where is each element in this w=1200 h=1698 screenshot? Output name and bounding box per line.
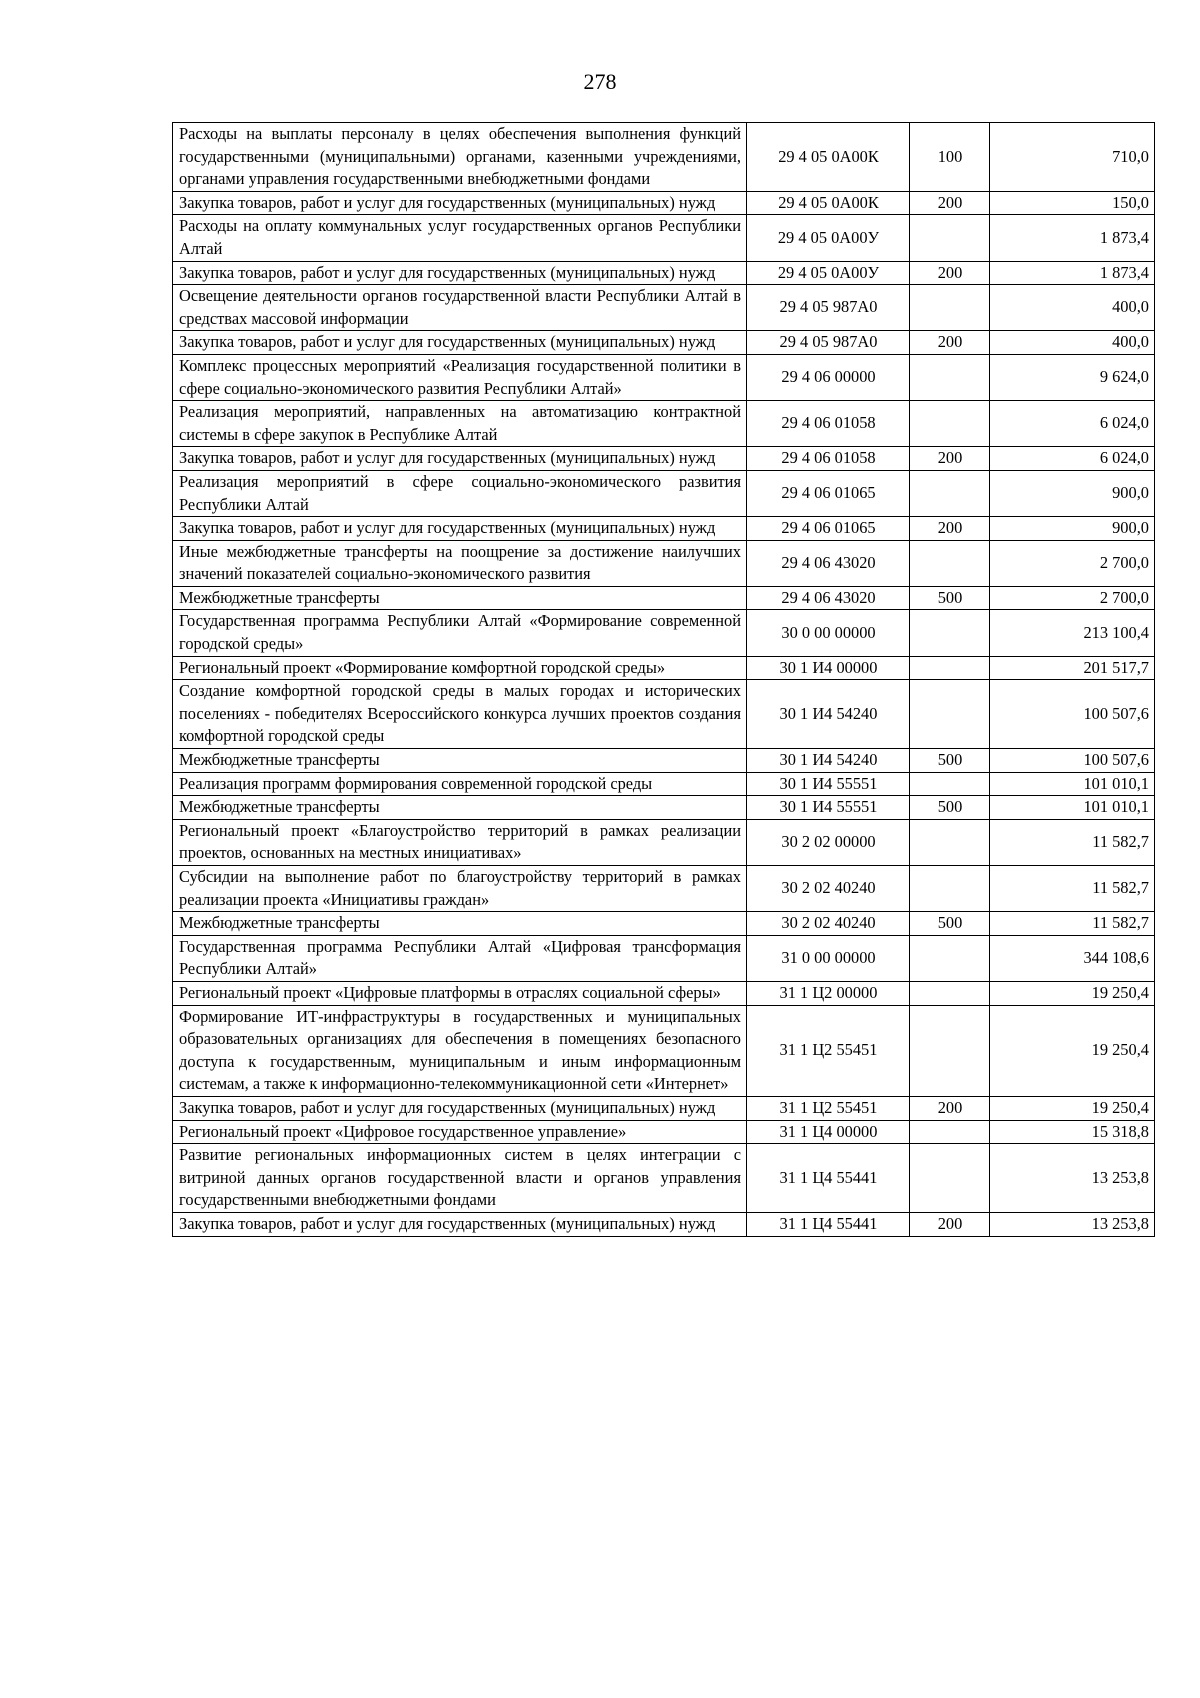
expense-type-code-cell (910, 656, 990, 680)
table-row (173, 331, 1155, 355)
table-row (173, 401, 1155, 447)
amount-cell: 101 010,1 (990, 772, 1155, 796)
target-article-code-cell: 29 4 05 0А00У (747, 215, 910, 261)
amount-cell: 2 700,0 (990, 540, 1155, 586)
expense-name-cell: Освещение деятельности органов государственной власти Республики Алтай в средствах массовой информации (173, 285, 747, 331)
target-article-code-cell: 30 2 02 40240 (747, 866, 910, 912)
target-article-code-cell: 30 1 И4 55551 (747, 796, 910, 820)
amount-cell: 1 873,4 (990, 215, 1155, 261)
page-number: 278 (583, 69, 617, 94)
target-article-code-cell: 31 1 Ц2 55451 (747, 1096, 910, 1120)
target-article-code-cell: 30 0 00 00000 (747, 610, 910, 656)
expense-name-cell: Расходы на оплату коммунальных услуг государственных органов Республики Алтай (173, 215, 747, 261)
expense-type-code-cell (910, 866, 990, 912)
target-article-code-cell: 31 1 Ц4 55441 (747, 1212, 910, 1236)
table-row (173, 1005, 1155, 1096)
expense-type-code-cell: 200 (910, 517, 990, 541)
expense-type-code-cell: 200 (910, 447, 990, 471)
expense-type-code-cell: 500 (910, 586, 990, 610)
target-article-code-cell: 29 4 05 0А00К (747, 191, 910, 215)
table-row (173, 215, 1155, 261)
expense-type-code-cell: 200 (910, 1096, 990, 1120)
expense-name-cell: Реализация мероприятий в сфере социально-экономического развития Республики Алтай (173, 470, 747, 516)
amount-cell: 400,0 (990, 331, 1155, 355)
expense-type-code-cell: 500 (910, 749, 990, 773)
target-article-code-cell: 30 2 02 00000 (747, 819, 910, 865)
expense-name-cell: Межбюджетные трансферты (173, 912, 747, 936)
expense-name-cell: Закупка товаров, работ и услуг для государственных (муниципальных) нужд (173, 331, 747, 355)
target-article-code-cell: 31 1 Ц2 00000 (747, 981, 910, 1005)
target-article-code-cell: 29 4 05 0А00У (747, 261, 910, 285)
expense-type-code-cell: 500 (910, 912, 990, 936)
expense-type-code-cell (910, 1144, 990, 1213)
table-row (173, 866, 1155, 912)
amount-cell: 11 582,7 (990, 866, 1155, 912)
table-row (173, 935, 1155, 981)
expense-type-code-cell (910, 401, 990, 447)
expense-type-code-cell: 200 (910, 331, 990, 355)
amount-cell: 100 507,6 (990, 680, 1155, 749)
table-row (173, 470, 1155, 516)
amount-cell: 11 582,7 (990, 912, 1155, 936)
expense-name-cell: Создание комфортной городской среды в малых городах и исторических поселениях - победителях Всероссийского конкурса лучших проектов создания комфортной городской среды (173, 680, 747, 749)
expense-name-cell: Иные межбюджетные трансферты на поощрение за достижение наилучших значений показателей социально-экономического развития (173, 540, 747, 586)
target-article-code-cell: 29 4 06 01065 (747, 470, 910, 516)
table-row (173, 354, 1155, 400)
amount-cell: 1 873,4 (990, 261, 1155, 285)
table-row (173, 680, 1155, 749)
table-row (173, 656, 1155, 680)
target-article-code-cell: 29 4 06 00000 (747, 354, 910, 400)
expense-name-cell: Формирование ИТ-инфраструктуры в государственных и муниципальных образовательных организациях для обеспечения в помещениях безопасного доступа к государственным, муниципальным и иным информационным системам, а также к информационно-телекоммуникационной сети «Интернет» (173, 1005, 747, 1096)
target-article-code-cell: 31 0 00 00000 (747, 935, 910, 981)
table-row (173, 261, 1155, 285)
table-row (173, 1144, 1155, 1213)
table-row (173, 540, 1155, 586)
expense-type-code-cell (910, 540, 990, 586)
expense-type-code-cell: 200 (910, 191, 990, 215)
expense-name-cell: Расходы на выплаты персоналу в целях обеспечения выполнения функций государственными (муниципальными) органами, казенными учреждениями, органами управления государственными внебюджетными фондами (173, 123, 747, 192)
table-row (173, 285, 1155, 331)
amount-cell: 15 318,8 (990, 1120, 1155, 1144)
expense-name-cell: Межбюджетные трансферты (173, 796, 747, 820)
expense-name-cell: Государственная программа Республики Алтай «Цифровая трансформация Республики Алтай» (173, 935, 747, 981)
table-row (173, 1120, 1155, 1144)
table-row (173, 981, 1155, 1005)
target-article-code-cell: 30 1 И4 55551 (747, 772, 910, 796)
amount-cell: 101 010,1 (990, 796, 1155, 820)
target-article-code-cell: 29 4 06 01058 (747, 447, 910, 471)
expense-type-code-cell (910, 1005, 990, 1096)
amount-cell: 900,0 (990, 517, 1155, 541)
expense-name-cell: Закупка товаров, работ и услуг для государственных (муниципальных) нужд (173, 191, 747, 215)
amount-cell: 9 624,0 (990, 354, 1155, 400)
expense-type-code-cell (910, 680, 990, 749)
amount-cell: 6 024,0 (990, 401, 1155, 447)
budget-table (172, 122, 1155, 1237)
amount-cell: 6 024,0 (990, 447, 1155, 471)
table-row (173, 1096, 1155, 1120)
target-article-code-cell: 29 4 06 43020 (747, 540, 910, 586)
expense-name-cell: Региональный проект «Цифровые платформы в отраслях социальной сферы» (173, 981, 747, 1005)
amount-cell: 900,0 (990, 470, 1155, 516)
table-row (173, 772, 1155, 796)
amount-cell: 19 250,4 (990, 981, 1155, 1005)
amount-cell: 2 700,0 (990, 586, 1155, 610)
expense-type-code-cell (910, 981, 990, 1005)
table-row (173, 796, 1155, 820)
expense-name-cell: Государственная программа Республики Алтай «Формирование современной городской среды» (173, 610, 747, 656)
amount-cell: 150,0 (990, 191, 1155, 215)
amount-cell: 100 507,6 (990, 749, 1155, 773)
expense-type-code-cell (910, 935, 990, 981)
expense-type-code-cell: 200 (910, 1212, 990, 1236)
table-row (173, 749, 1155, 773)
expense-type-code-cell (910, 285, 990, 331)
expense-name-cell: Закупка товаров, работ и услуг для государственных (муниципальных) нужд (173, 1096, 747, 1120)
table-row (173, 610, 1155, 656)
expense-name-cell: Закупка товаров, работ и услуг для государственных (муниципальных) нужд (173, 447, 747, 471)
target-article-code-cell: 29 4 06 01058 (747, 401, 910, 447)
target-article-code-cell: 31 1 Ц4 55441 (747, 1144, 910, 1213)
amount-cell: 710,0 (990, 123, 1155, 192)
expense-type-code-cell (910, 610, 990, 656)
table-row (173, 191, 1155, 215)
target-article-code-cell: 30 1 И4 54240 (747, 749, 910, 773)
target-article-code-cell: 31 1 Ц4 00000 (747, 1120, 910, 1144)
expense-name-cell: Межбюджетные трансферты (173, 749, 747, 773)
target-article-code-cell: 29 4 06 43020 (747, 586, 910, 610)
expense-name-cell: Реализация мероприятий, направленных на автоматизацию контрактной системы в сфере закупок в Республике Алтай (173, 401, 747, 447)
expense-type-code-cell (910, 354, 990, 400)
expense-type-code-cell: 200 (910, 261, 990, 285)
expense-name-cell: Развитие региональных информационных систем в целях интеграции с витриной данных органов государственной власти и органов управления государственными внебюджетными фондами (173, 1144, 747, 1213)
table-row (173, 517, 1155, 541)
table-row (173, 819, 1155, 865)
expense-type-code-cell: 500 (910, 796, 990, 820)
expense-name-cell: Комплекс процессных мероприятий «Реализация государственной политики в сфере социально-экономического развития Республики Алтай» (173, 354, 747, 400)
target-article-code-cell: 30 2 02 40240 (747, 912, 910, 936)
amount-cell: 400,0 (990, 285, 1155, 331)
amount-cell: 344 108,6 (990, 935, 1155, 981)
expense-type-code-cell (910, 470, 990, 516)
expense-type-code-cell (910, 215, 990, 261)
expense-name-cell: Региональный проект «Цифровое государственное управление» (173, 1120, 747, 1144)
expense-name-cell: Закупка товаров, работ и услуг для государственных (муниципальных) нужд (173, 517, 747, 541)
target-article-code-cell: 31 1 Ц2 55451 (747, 1005, 910, 1096)
expense-type-code-cell (910, 1120, 990, 1144)
target-article-code-cell: 30 1 И4 00000 (747, 656, 910, 680)
target-article-code-cell: 30 1 И4 54240 (747, 680, 910, 749)
expense-type-code-cell (910, 819, 990, 865)
table-row (173, 123, 1155, 192)
amount-cell: 11 582,7 (990, 819, 1155, 865)
amount-cell: 13 253,8 (990, 1144, 1155, 1213)
table-row (173, 912, 1155, 936)
expense-name-cell: Региональный проект «Благоустройство территорий в рамках реализации проектов, основанных на местных инициативах» (173, 819, 747, 865)
table-row (173, 1212, 1155, 1236)
expense-name-cell: Закупка товаров, работ и услуг для государственных (муниципальных) нужд (173, 1212, 747, 1236)
budget-table-body (173, 123, 1155, 1237)
target-article-code-cell: 29 4 06 01065 (747, 517, 910, 541)
amount-cell: 19 250,4 (990, 1096, 1155, 1120)
amount-cell: 201 517,7 (990, 656, 1155, 680)
expense-name-cell: Закупка товаров, работ и услуг для государственных (муниципальных) нужд (173, 261, 747, 285)
amount-cell: 19 250,4 (990, 1005, 1155, 1096)
expense-type-code-cell (910, 772, 990, 796)
expense-name-cell: Региональный проект «Формирование комфортной городской среды» (173, 656, 747, 680)
target-article-code-cell: 29 4 05 987А0 (747, 285, 910, 331)
expense-name-cell: Межбюджетные трансферты (173, 586, 747, 610)
target-article-code-cell: 29 4 05 987А0 (747, 331, 910, 355)
amount-cell: 213 100,4 (990, 610, 1155, 656)
amount-cell: 13 253,8 (990, 1212, 1155, 1236)
table-row (173, 447, 1155, 471)
expense-name-cell: Субсидии на выполнение работ по благоустройству территорий в рамках реализации проекта «Инициативы граждан» (173, 866, 747, 912)
table-row (173, 586, 1155, 610)
expense-name-cell: Реализация программ формирования современной городской среды (173, 772, 747, 796)
expense-type-code-cell: 100 (910, 123, 990, 192)
target-article-code-cell: 29 4 05 0А00К (747, 123, 910, 192)
